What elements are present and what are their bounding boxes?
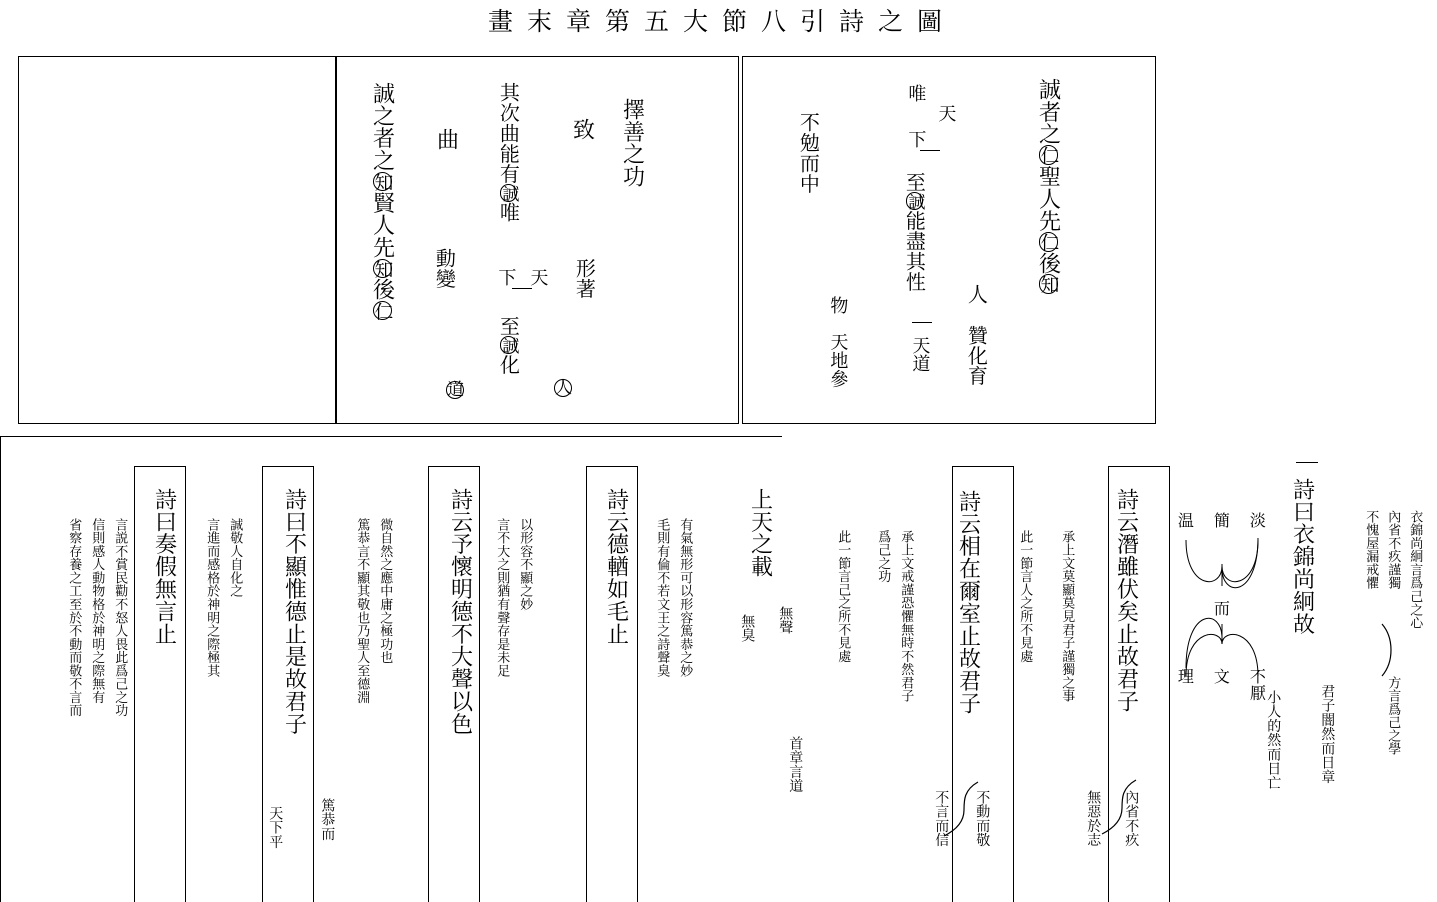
middle-connector-line <box>512 288 532 289</box>
note-xiangzai-2: 承上文莫顯莫見君子謹獨之事 <box>1059 530 1075 703</box>
top-left-empty-box <box>18 56 336 424</box>
note-deyou-2: 毛則有倫不若文王之詩聲臭 <box>654 518 670 678</box>
note-zoujia-2: 信則感人動物格於神明之際無有 <box>89 518 105 704</box>
right-connector-line <box>920 150 940 151</box>
head-zoujia: 詩曰奏假無言止 <box>151 488 177 646</box>
middle-col-dao: 道 <box>447 380 464 400</box>
middle-col-qici: 其次曲能有誠唯 <box>496 82 521 223</box>
note-buxian-1: 微自然之應中庸之極功也 <box>377 518 393 664</box>
note-xiangzai-b: 不動而敬 <box>974 790 991 848</box>
note-wusheng: 無聲 <box>777 606 794 635</box>
note-zoujia-5: 誠敬人自化之 <box>227 518 243 598</box>
page-title: 畫末章第五大節八引詩之圖 <box>487 7 956 36</box>
right-col-tiandao: 天道 <box>909 336 931 373</box>
pair-wen-warm: 温 <box>1175 512 1195 529</box>
note-shouzhangyandao: 首章言道 <box>787 736 804 794</box>
note-yuhuai-1: 以形容不顯之妙 <box>517 518 533 611</box>
head-deyou: 詩云德輶如毛止 <box>603 488 629 646</box>
pair-dan: 淡 <box>1247 512 1267 529</box>
note-qiansui-b: 無惡於志 <box>1085 790 1102 848</box>
paren-yijin <box>1376 620 1400 680</box>
note-yijin-3: 不愧屋漏戒懼 <box>1363 510 1379 590</box>
right-col-ren-zanhuayu: 人 贊化育 <box>964 284 989 386</box>
middle-col-xingzhu: 形著 <box>572 258 597 299</box>
middle-col-zeshan: 擇善之功 <box>619 98 645 188</box>
note-yijin-1: 衣錦尚絅言爲己之心 <box>1407 510 1423 630</box>
note-yijin-b: 君子闇然而日章 <box>1319 684 1336 784</box>
note-deyou-1: 有氣無形可以形容篤恭之妙 <box>677 518 693 678</box>
pair-wen: 文 <box>1211 668 1231 685</box>
top-middle-box <box>336 56 739 424</box>
head-shangtian: 上天之載 <box>747 488 773 578</box>
note-buxian-foot2: 篤恭而 <box>319 798 336 841</box>
right-col-wei: 唯 <box>905 84 927 103</box>
note-yijin-a: 小人的然而日亡 <box>1265 690 1282 790</box>
note-zoujia-3: 省察存養之工至於不動而敬不言而 <box>66 518 82 717</box>
note-yuhuai-2: 言不大之則猶有聲存是未足 <box>494 518 510 678</box>
right-col-chengzhe: 誠者之仁聖人先仁後知 <box>1035 78 1061 295</box>
note-yijin-2: 內省不疚謹獨 <box>1385 510 1401 590</box>
note-buxian-foot: 天下平 <box>267 806 284 849</box>
note-jiejin-2: 爲己之功 <box>875 530 891 584</box>
head-xiangzai: 詩云相在爾室止故君子 <box>955 490 981 715</box>
note-xiangzai-1: 此一節言人之所不見處 <box>1017 530 1033 663</box>
pair-er: 而 <box>1211 600 1231 617</box>
note-qiansui-a: 內省不疚 <box>1123 790 1140 848</box>
right-col-bumian: 不勉而中 <box>796 112 821 194</box>
pair-jian: 簡 <box>1211 512 1231 529</box>
middle-col-dongbian: 動變 <box>432 248 457 289</box>
bracket-yijin-top <box>1296 462 1318 463</box>
pair-li: 理 <box>1175 668 1195 685</box>
middle-col-ren: 人 <box>555 378 572 398</box>
pair-buyan: 不厭 <box>1247 668 1267 701</box>
right-col-wu-tiandican: 物 天地參 <box>827 296 849 388</box>
head-qiansui: 詩云潛雖伏矣止故君子 <box>1113 488 1139 713</box>
note-wuchou: 無臭 <box>739 614 756 643</box>
middle-col-cheng-zhi-zhe: 誠之者之知賢人先知後仁 <box>369 82 395 321</box>
note-jiejin-1: 此一節言己之所不見處 <box>835 530 851 663</box>
head-yuhuai: 詩云予懷明德不大聲以色 <box>447 488 473 735</box>
note-xiangzai-a: 不言而信 <box>933 790 950 848</box>
head-yijin: 詩曰衣錦尚絅故 <box>1289 478 1315 636</box>
right-col-zhicheng-jinxing: 至誠能盡其性 <box>902 172 927 292</box>
middle-col-zhicheng-hua: 至誠化 <box>496 316 521 375</box>
right-connector-line-2 <box>912 322 932 323</box>
middle-col-qu: 曲 <box>433 128 459 151</box>
middle-col-zhi: 致 <box>569 118 595 141</box>
right-col-xia: 下 <box>905 130 927 149</box>
note-zoujia-4: 言進而感格於神明之際極其 <box>204 518 220 678</box>
note-zoujia-1: 言説不賞民勸不怒人畏此爲己之功 <box>112 518 128 717</box>
head-buxian: 詩曰不顯惟德止是故君子 <box>281 488 307 735</box>
right-col-tian: 天 <box>935 104 957 123</box>
note-yijin-2b: 方言爲己之學 <box>1385 676 1401 756</box>
middle-col-xia: 下 <box>495 268 517 287</box>
note-jiejin-3: 承上文戒謹恐懼無時不然君子 <box>898 530 914 703</box>
pair-connector-arcs-2 <box>1166 528 1276 688</box>
middle-col-tian: 天 <box>527 268 549 287</box>
note-buxian-2: 篤恭言不顯其敬也乃聖人至德淵 <box>354 518 370 704</box>
